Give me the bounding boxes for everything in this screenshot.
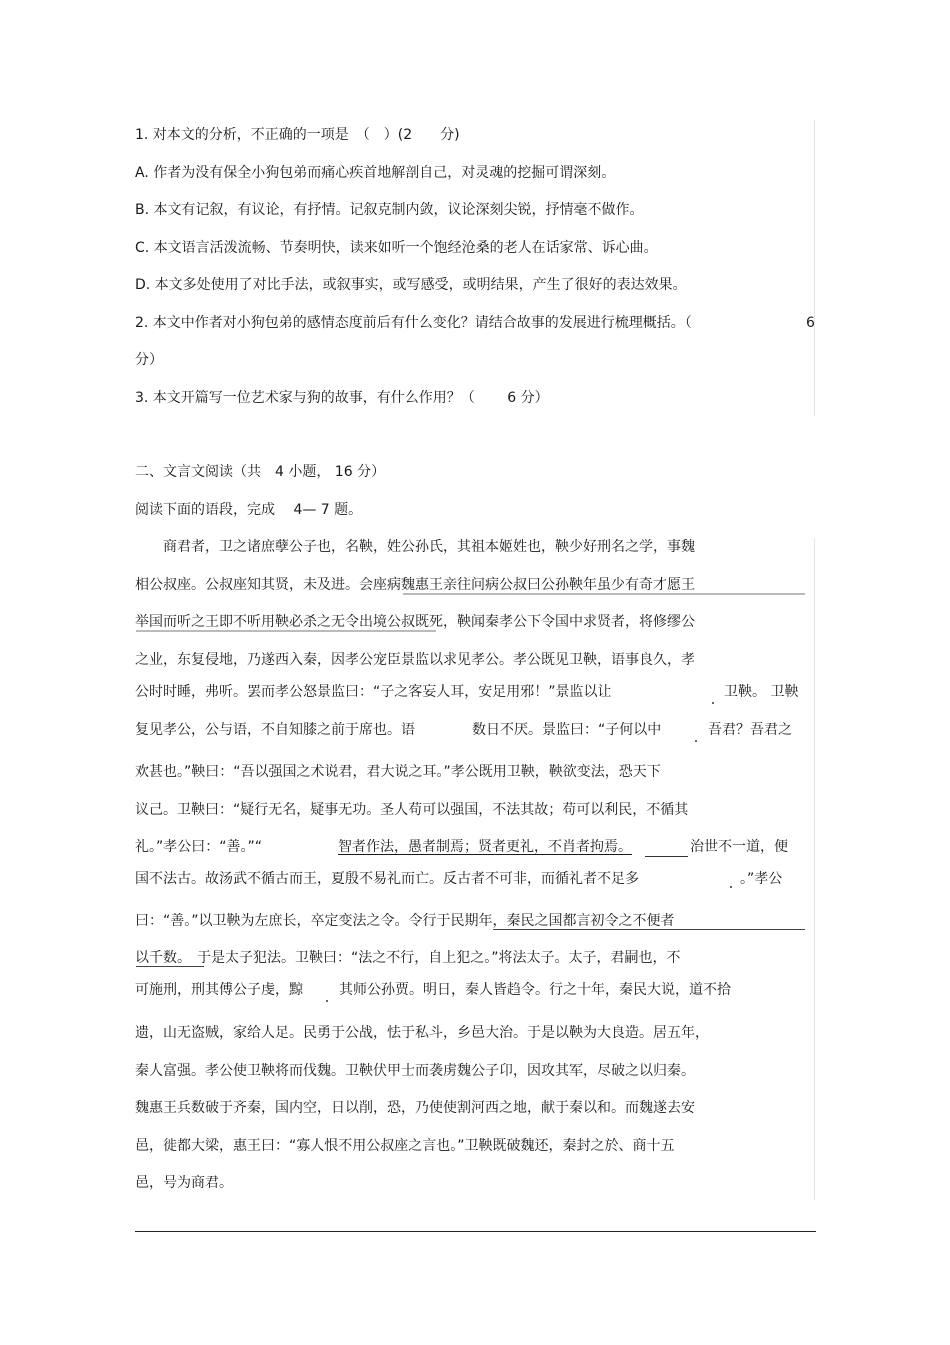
- passage-line: 邑，徙都大梁，惠王曰：“寡人恨不用公叔座之言也。”卫鞅既破魏还，秦封之於、商十五: [135, 1138, 675, 1154]
- option-d: D. 本文多处使用了对比手法，或叙事实，或写感受，或明结果，产生了很好的表达效果。: [135, 277, 687, 293]
- margin-rule: [814, 538, 815, 1200]
- double-underline: [493, 929, 805, 930]
- passage-line: 复见孝公，公与语，不自知膝之前于席也。语: [135, 722, 415, 738]
- passage-line: 商君者，卫之诸庶孽公子也，名鞅，姓公孙氏，其祖本姬姓也，鞅少好刑名之学，事魏: [135, 539, 695, 555]
- passage-line: 魏惠王兵数破于齐秦，国内空，日以削，恐，乃使使割河西之地，献于秦以和。而魏遂去安: [135, 1100, 695, 1116]
- emphasis-dot: [712, 702, 714, 704]
- passage-line: 举国而听之王即不听用鞅必杀之无令出境公叔既死，鞅闻秦孝公下令国中求贤者，将修缪公: [135, 614, 695, 630]
- question-2-cont: 分）: [135, 352, 163, 368]
- passage-fragment: 数日不厌。景监曰：“子何以中: [472, 722, 662, 738]
- passage-fragment: 其师公孙贾。明日，秦人皆趋令。行之十年，秦民大说，道不拾: [339, 982, 731, 998]
- wavy-underline: [136, 627, 436, 632]
- section-heading: 二、文言文阅读（共 4 小题， 16 分）: [135, 464, 386, 480]
- passage-fragment: 卫鞅。 卫鞅: [724, 684, 799, 700]
- margin-rule: [814, 120, 815, 416]
- emphasis-dot: [730, 886, 732, 888]
- passage-line: 以千数。: [135, 950, 191, 966]
- underlined-sentence: 智者作法，愚者制焉；贤者更礼，不肖者拘焉。: [338, 839, 632, 855]
- passage-line: 曰：“善。”以卫鞅为左庶长，卒定变法之令。令行于民期年，秦民之国都言初令之不便者: [135, 913, 675, 929]
- passage-line: 国不法古。故汤武不循古而王，夏殷不易礼而亡。反古者不可非，而循礼者不足多: [135, 871, 639, 887]
- wavy-underline: [403, 590, 805, 595]
- underline-extension: [645, 856, 688, 857]
- passage-line: 议己。卫鞅曰：“疑行无名，疑事无功。圣人苟可以强国，不法其故；苟可以利民，不循其: [135, 802, 689, 818]
- option-b: B. 本文有记叙，有议论，有抒情。记叙克制内敛，议论深刻尖锐，抒情毫不做作。: [135, 202, 644, 218]
- question-1: 1. 对本文的分析，不正确的一项是 （ ）(2 分): [135, 127, 460, 143]
- passage-line: 公时时睡，弗听。罢而孝公怒景监曰：“子之客妄人耳，安足用邪！”景监以让: [135, 684, 612, 700]
- passage-fragment: 治世不一道，便: [690, 839, 788, 855]
- passage-line: 欢甚也。”鞅曰：“吾以强国之术说君，君大说之耳。”孝公既用卫鞅，鞅欲变法，恐天下: [135, 764, 661, 780]
- passage-fragment: 吾君？吾君之: [708, 722, 792, 738]
- passage-line: 之业，东复侵地，乃遂西入秦，因孝公宠臣景监以求见孝公。孝公既见卫鞅，语事良久，孝: [135, 652, 695, 668]
- bottom-divider: [135, 1231, 816, 1232]
- passage-fragment: 于是太子犯法。卫鞅曰：“法之不行，自上犯之。”将法太子。太子，君嗣也，不: [197, 950, 681, 966]
- question-3: 3. 本文开篇写一位艺术家与狗的故事，有什么作用？（ 6 分）: [135, 390, 549, 406]
- emphasis-dot: [695, 740, 697, 742]
- question-2: 2. 本文中作者对小狗包弟的感情态度前后有什么变化？请结合故事的发展进行梳理概括。（: [135, 315, 692, 331]
- passage-line: 遗，山无盗贼，家给人足。民勇于公战，怯于私斗，乡邑大治。于是以鞅为大良造。居五年，: [135, 1025, 709, 1041]
- passage-line: 邑，号为商君。: [135, 1175, 233, 1191]
- passage-fragment: 。”孝公: [740, 871, 783, 887]
- option-a: A. 作者为没有保全小狗包弟而痛心疾首地解剖自己，对灵魂的挖掘可谓深刻。: [135, 165, 616, 181]
- section-instruction: 阅读下面的语段，完成 4— 7 题。: [135, 502, 363, 518]
- passage-line: 礼。”孝公曰：“善。”“: [135, 839, 263, 855]
- question-2-score: 6: [806, 315, 815, 331]
- passage-line: 可施刑，刑其傅公子虔，黥: [135, 982, 303, 998]
- passage-line: 秦人富强。孝公使卫鞅将而伐魏。卫鞅伏甲士而袭虏魏公子卬，因攻其军，尽破之以归秦。: [135, 1063, 695, 1079]
- option-c: C. 本文语言活泼流畅、节奏明快，读来如听一个饱经沧桑的老人在话家常、诉心曲。: [135, 240, 658, 256]
- emphasis-dot: [326, 1000, 328, 1002]
- passage-line: 相公叔座。公叔座知其贤，未及进。会座病魏惠王亲往问病公叔曰公孙鞅年虽少有奇才愿王: [135, 577, 695, 593]
